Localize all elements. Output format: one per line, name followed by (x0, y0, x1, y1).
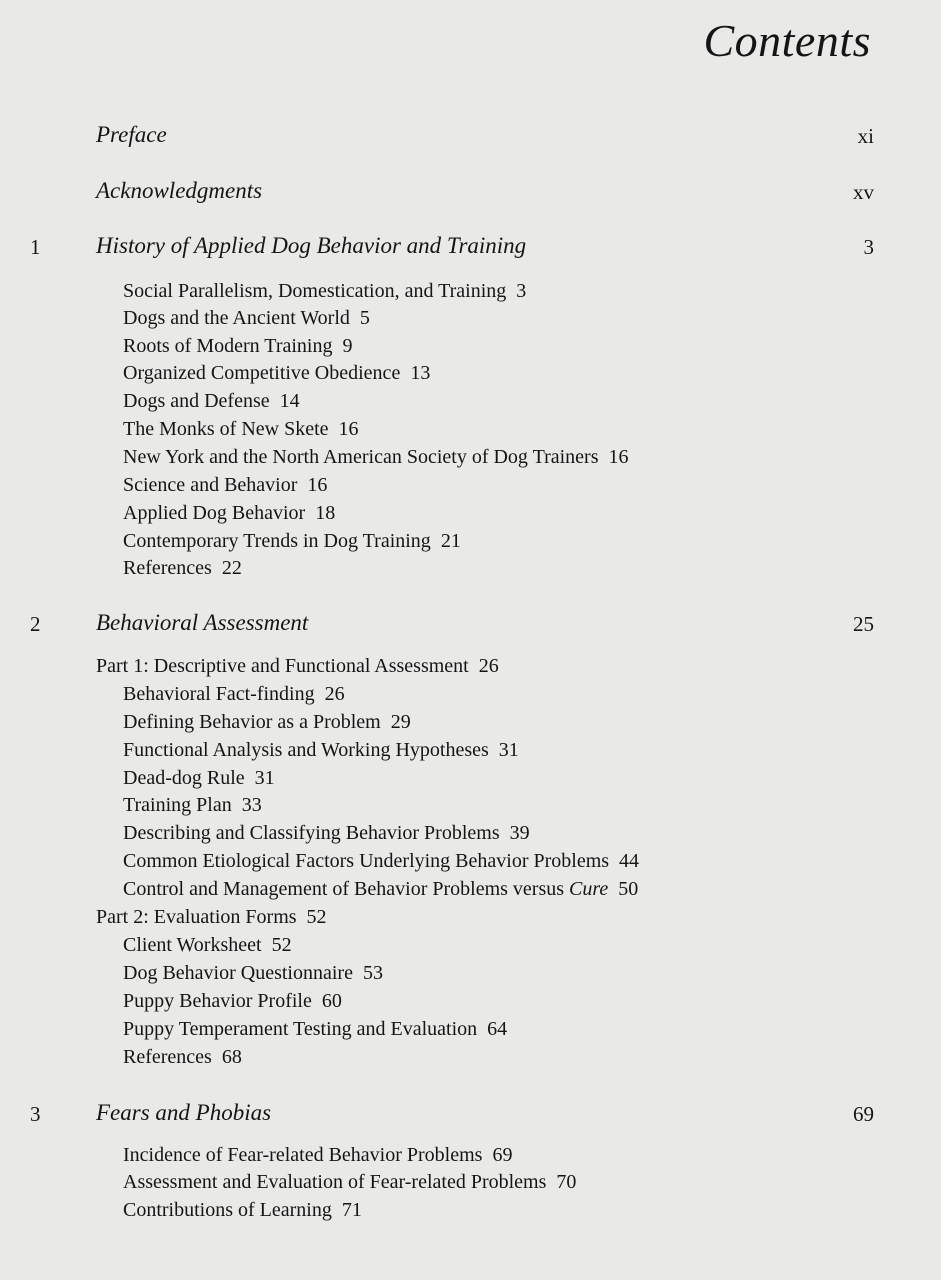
toc-entry[interactable] (123, 530, 461, 553)
toc-entry[interactable] (123, 1199, 362, 1222)
toc-entry-title: Describing and Classifying Behavior Problems (123, 822, 500, 844)
toc-part-title: Part 1: Descriptive and Functional Assessment (96, 655, 469, 677)
toc-page-number: 33 (241, 794, 262, 816)
toc-entry[interactable] (123, 711, 411, 734)
toc-entry-title: Training Plan (123, 794, 232, 816)
toc-page-number: 26 (478, 655, 499, 677)
toc-entry[interactable] (123, 280, 526, 303)
page-title: Contents (703, 15, 871, 66)
toc-page-number: 50 (618, 878, 639, 900)
toc-part[interactable] (96, 906, 327, 929)
toc-entry[interactable] (123, 446, 629, 469)
toc-page-number: 3 (863, 235, 874, 259)
toc-page-number: 52 (271, 934, 292, 956)
toc-page-number: 25 (853, 612, 874, 636)
toc-entry[interactable] (123, 878, 638, 901)
chapter-number: 3 (30, 1102, 41, 1126)
toc-entry-title-italic: Cure (569, 878, 609, 900)
toc-entry[interactable] (123, 502, 335, 525)
toc-page-number: 5 (359, 307, 370, 329)
toc-page-number: 52 (306, 906, 327, 928)
toc-entry[interactable] (123, 474, 327, 497)
toc-part-title: Part 2: Evaluation Forms (96, 906, 297, 928)
toc-page-number: 31 (254, 767, 275, 789)
toc-entry[interactable] (123, 1046, 242, 1069)
toc-entry-title: Social Parallelism, Domestication, and Training (123, 280, 507, 302)
toc-page-number: 16 (608, 446, 629, 468)
toc-entry-title: Functional Analysis and Working Hypotheses (123, 739, 489, 761)
chapter-number: 1 (30, 235, 41, 259)
toc-entry[interactable] (123, 767, 275, 790)
toc-chapter-3-title[interactable]: Fears and Phobias (96, 1100, 272, 1125)
toc-page-number: 14 (279, 390, 300, 412)
toc-entry[interactable] (123, 850, 639, 873)
toc-chapter-2-title[interactable]: Behavioral Assessment (96, 610, 309, 635)
toc-page-number: 68 (221, 1046, 242, 1068)
toc-page-number: 69 (492, 1144, 513, 1166)
toc-entry-title: Dogs and the Ancient World (123, 307, 350, 329)
toc-page-number: 31 (498, 739, 519, 761)
toc-entry-title: Dogs and Defense (123, 390, 270, 412)
toc-entry[interactable] (123, 739, 519, 762)
toc-entry-title: Organized Competitive Obedience (123, 362, 401, 384)
toc-entry-title: Dog Behavior Questionnaire (123, 962, 353, 984)
toc-entry-title: Contemporary Trends in Dog Training (123, 530, 431, 552)
toc-entry[interactable] (123, 822, 530, 845)
toc-page-number: 29 (390, 711, 411, 733)
toc-page-number: 21 (440, 530, 461, 552)
toc-entry[interactable] (123, 934, 292, 957)
toc-page-number: 3 (516, 280, 527, 302)
toc-entry[interactable] (123, 335, 352, 358)
toc-entry-title: Assessment and Evaluation of Fear-related Problems (123, 1171, 547, 1193)
toc-page-number: 69 (853, 1102, 874, 1126)
toc-entry-title: The Monks of New Skete (123, 418, 329, 440)
chapter-number: 2 (30, 612, 41, 636)
toc-page-number: 18 (315, 502, 336, 524)
toc-entry[interactable] (123, 990, 342, 1013)
toc-chapter-1-title[interactable]: History of Applied Dog Behavior and Training (96, 233, 527, 258)
toc-entry-title: Science and Behavior (123, 474, 298, 496)
toc-part[interactable] (96, 655, 499, 678)
toc-page-number: 16 (307, 474, 328, 496)
toc-page-number: 70 (556, 1171, 577, 1193)
toc-entry[interactable] (123, 1171, 576, 1194)
toc-entry-title: Common Etiological Factors Underlying Behavior Problems (123, 850, 610, 872)
toc-entry[interactable] (123, 794, 262, 817)
toc-entry-title: Dead-dog Rule (123, 767, 245, 789)
toc-entry[interactable] (123, 1144, 512, 1167)
toc-entry-title: Applied Dog Behavior (123, 502, 306, 524)
toc-entry-title: Roots of Modern Training (123, 335, 333, 357)
toc-front-matter-preface[interactable]: Preface (96, 122, 167, 147)
toc-entry-title: New York and the North American Society of Dog Trainers (123, 446, 599, 468)
toc-entry[interactable] (123, 1018, 507, 1041)
toc-page-number: 53 (362, 962, 383, 984)
toc-page-number: xv (853, 180, 874, 204)
toc-page-number: 9 (342, 335, 353, 357)
toc-page-number: 16 (338, 418, 359, 440)
toc-entry-title: References (123, 1046, 212, 1068)
toc-page-number: xi (857, 124, 874, 148)
toc-page-number: 71 (341, 1199, 362, 1221)
toc-page-number: 13 (410, 362, 431, 384)
toc-entry[interactable] (123, 683, 345, 706)
toc-entry-title: Puppy Behavior Profile (123, 990, 312, 1012)
toc-entry-title: Defining Behavior as a Problem (123, 711, 381, 733)
toc-page-number: 60 (321, 990, 342, 1012)
toc-entry-title-prefix: Control and Management of Behavior Problems versus (123, 878, 570, 900)
toc-page-number: 26 (324, 683, 345, 705)
toc-entry[interactable] (123, 418, 359, 441)
toc-page-number: 22 (221, 557, 242, 579)
toc-entry-title: References (123, 557, 212, 579)
toc-entry-title: Puppy Temperament Testing and Evaluation (123, 1018, 478, 1040)
toc-page-number: 44 (619, 850, 640, 872)
toc-entry[interactable] (123, 557, 242, 580)
toc-entry[interactable] (123, 362, 430, 385)
toc-page-number: 64 (487, 1018, 508, 1040)
toc-entry[interactable] (123, 307, 370, 330)
toc-entry-title: Incidence of Fear-related Behavior Problems (123, 1144, 483, 1166)
toc-entry[interactable] (123, 962, 383, 985)
toc-entry-title: Client Worksheet (123, 934, 262, 956)
toc-page-number: 39 (509, 822, 530, 844)
toc-entry-title: Behavioral Fact-finding (123, 683, 315, 705)
toc-front-matter-acknowledgments[interactable]: Acknowledgments (96, 178, 263, 203)
toc-entry[interactable] (123, 390, 300, 413)
toc-entry-title: Contributions of Learning (123, 1199, 332, 1221)
